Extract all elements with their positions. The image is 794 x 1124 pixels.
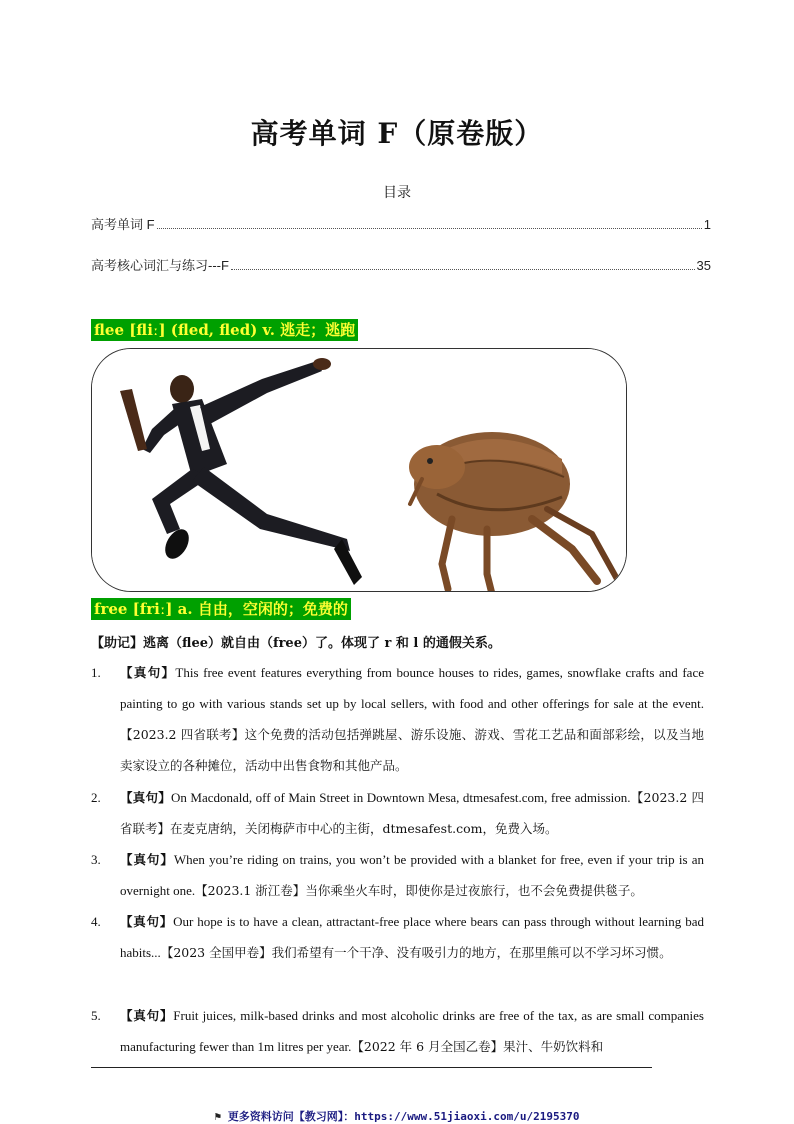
- example-source: 【2023.2 四省联考】: [120, 790, 704, 836]
- example-number: 3.: [91, 852, 101, 867]
- example-tag: 【真句】: [120, 852, 174, 867]
- example-source: 【2022 年 6 月全国乙卷】: [351, 1039, 504, 1054]
- toc-entry[interactable]: [91, 214, 711, 233]
- toc-entry-label: 高考核心词汇与练习---F: [91, 258, 229, 273]
- example-tag: 【真句】: [120, 665, 176, 680]
- example-chinese: 在麦克唐纳，关闭梅萨市中心的主街，dtmesafest.com，免费入场。: [170, 821, 558, 836]
- example-chinese: 这个免费的活动包括弹跳屋、游乐设施、游戏、雪花工艺品和面部彩绘，以及当地卖家设立的各种摊位，活动中出售食物和其他产品。: [120, 727, 704, 773]
- example-number: 4.: [91, 914, 101, 929]
- example-tag: 【真句】: [120, 1008, 174, 1023]
- footer[interactable]: [0, 1108, 794, 1124]
- page-title: 高考单词 F（原卷版）: [250, 117, 544, 150]
- headword-flee: flee [fliː] (fled, fled) v. 逃走；逃跑: [91, 319, 358, 341]
- example-chinese: 果汁、牛奶饮料和: [503, 1039, 604, 1054]
- toc-heading: 目录: [383, 186, 411, 201]
- example-item: [91, 657, 704, 781]
- mnemonic-note: 【助记】逃离（flee）就自由（free）了。体现了 r 和 l 的通假关系。: [91, 636, 501, 651]
- example-number: 5.: [91, 1008, 101, 1023]
- illustration: [92, 349, 626, 591]
- example-number: 2.: [91, 790, 101, 805]
- toc-entry-label: 高考单词 F: [91, 217, 155, 232]
- example-tag: 【真句】: [120, 790, 171, 805]
- footer-link[interactable]: 更多资料访问【教习网】：https://www.51jiaoxi.com/u/2195370: [227, 1110, 580, 1123]
- toc-entry-page: 35: [696, 258, 711, 273]
- example-source: 【2023.2 四省联考】: [120, 727, 245, 742]
- example-english: On Macdonald, off of Main Street in Downtown Mesa, dtmesafest.com, free admission.: [171, 790, 631, 805]
- example-english: Our hope is to have a clean, attractant-free place where bears can pass through without learning bad habits...: [120, 914, 704, 960]
- toc-leader-dots: [231, 268, 695, 270]
- example-chinese: 我们希望有一个干净、没有吸引力的地方，在那里熊可以不学习坏习惯。: [271, 945, 672, 960]
- example-item: [91, 906, 704, 968]
- toc-entry-page: 1: [703, 217, 711, 232]
- toc-entry[interactable]: [91, 255, 711, 274]
- bottom-rule: [91, 1067, 652, 1068]
- example-source: 【2023.1 浙江卷】: [195, 883, 306, 898]
- example-chinese: 当你乘坐火车时，即使你是过夜旅行，也不会免费提供毯子。: [305, 883, 643, 898]
- example-item: [91, 1000, 704, 1062]
- example-number: 1.: [91, 665, 101, 680]
- example-english: This free event features everything from bounce houses to rides, games, snowflake crafts and face painting to go with various stands set up by local sellers, with food and other offerings for sale at the event.: [120, 665, 704, 711]
- example-english: When you’re riding on trains, you won’t be provided with a blanket for free, even if your trip is an overnight one.: [120, 852, 704, 898]
- example-english: Fruit juices, milk-based drinks and most alcoholic drinks are free of the tax, as are small companies manufacturing fewer than 1m litres per year.: [120, 1008, 704, 1054]
- toc-leader-dots: [157, 227, 702, 229]
- example-source: 【2023 全国甲卷】: [160, 945, 272, 960]
- example-item: [91, 782, 704, 844]
- flag-icon: ⚑: [214, 1110, 222, 1123]
- example-item: [91, 844, 704, 906]
- illustration-frame: [91, 348, 627, 592]
- example-tag: 【真句】: [120, 914, 174, 929]
- headword-free: free [friː] a. 自由，空闲的；免费的: [91, 598, 351, 620]
